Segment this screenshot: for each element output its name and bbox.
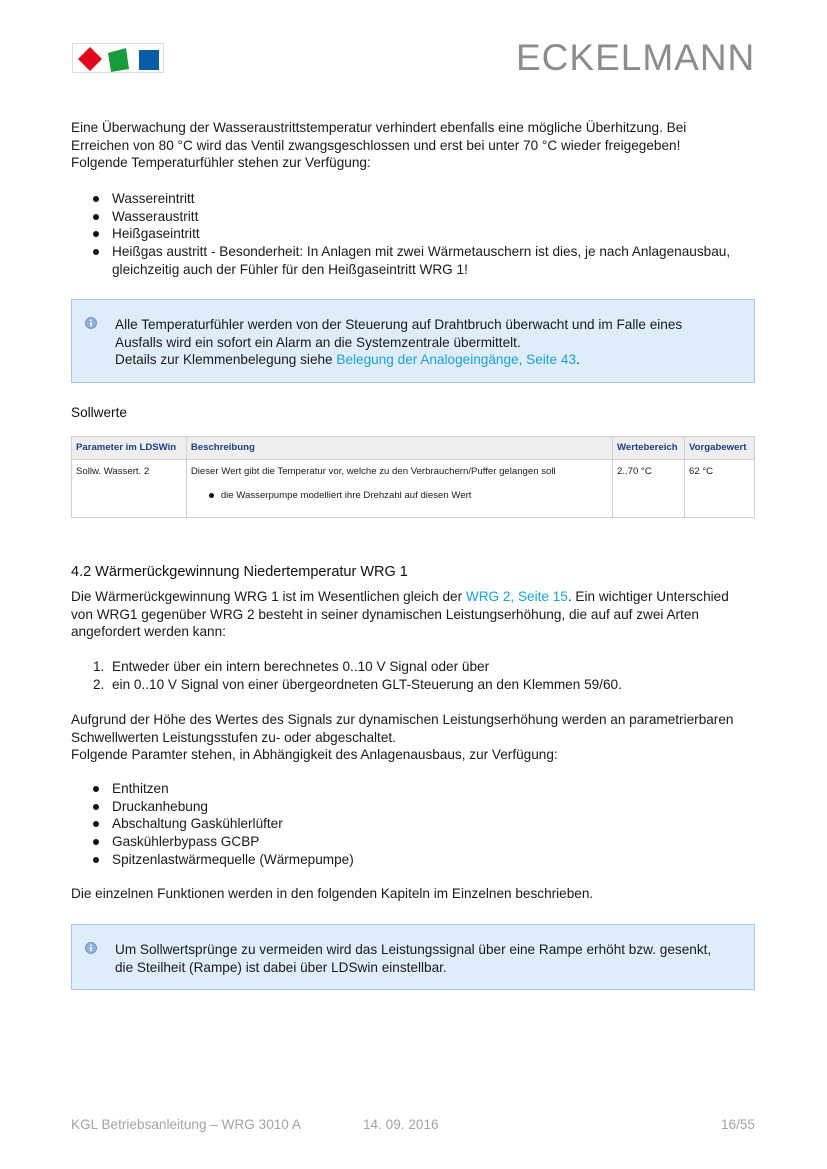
list-item: Druckanhebung bbox=[71, 798, 761, 816]
table-header-row bbox=[72, 437, 755, 460]
table-cell-range: 2..70 °C bbox=[613, 460, 685, 518]
list-item-text: Entweder über ein intern berechnetes 0..10 V Signal oder über bbox=[112, 659, 490, 674]
list-item: Wassereintritt bbox=[71, 190, 761, 208]
section-paragraph-2 bbox=[71, 711, 771, 764]
intro-line: Erreichen von 80 °C wird das Ventil zwangsgeschlossen und erst bei unter 70 °C wieder freigegeben! bbox=[71, 137, 681, 153]
note-line: Ausfalls wird ein sofort ein Alarm an die Systemzentrale übermittelt. bbox=[115, 334, 521, 350]
intro-paragraph bbox=[71, 119, 761, 172]
logo-blue-square bbox=[139, 50, 159, 70]
info-note bbox=[71, 924, 755, 990]
note-text: . bbox=[576, 352, 580, 368]
paragraph-line bbox=[71, 588, 761, 606]
info-note-text bbox=[115, 941, 740, 976]
list-item: Wasseraustritt bbox=[71, 208, 761, 226]
info-note bbox=[71, 299, 755, 383]
paragraph-line: Folgende Paramter stehen, in Abhängigkeit des Anlagenausbaus, zur Verfügung: bbox=[71, 747, 558, 763]
list-item-text-continued: gleichzeitig auch der Fühler für den Heißgaseintritt WRG 1! bbox=[112, 261, 468, 277]
info-icon bbox=[85, 317, 97, 329]
section-paragraph bbox=[71, 588, 761, 641]
description-bullet: die Wasserpumpe modelliert ihre Drehzahl auf diesen Wert bbox=[191, 490, 608, 502]
list-item bbox=[71, 658, 761, 676]
intro-line: Eine Überwachung der Wasseraustrittstemperatur verhindert ebenfalls eine mögliche Überhitzung. Bei bbox=[71, 120, 687, 135]
info-note-text bbox=[115, 316, 740, 369]
list-item bbox=[71, 243, 761, 278]
intro-line: Folgende Temperaturfühler stehen zur Verfügung: bbox=[71, 155, 371, 171]
eckelmann-logo-squares bbox=[72, 43, 164, 73]
note-line: die Steilheit (Rampe) ist dabei über LDSwin einstellbar. bbox=[115, 959, 447, 975]
numbered-list bbox=[71, 658, 761, 693]
note-text: Details zur Klemmenbelegung siehe bbox=[115, 352, 337, 368]
list-item: Heißgaseintritt bbox=[71, 225, 761, 243]
footer-page-number: 16/55 bbox=[720, 1117, 755, 1132]
paragraph-line: Schwellwerten Leistungsstufen zu- oder abgeschaltet. bbox=[71, 729, 396, 745]
info-icon bbox=[85, 942, 97, 954]
table-cell-description bbox=[186, 460, 612, 518]
note-line bbox=[115, 351, 740, 369]
list-item: Abschaltung Gaskühlerlüfter bbox=[71, 815, 761, 833]
paragraph-text: Die Wärmerückgewinnung WRG 1 ist im Wesentlichen gleich der bbox=[71, 589, 466, 604]
note-line: Alle Temperaturfühler werden von der Steuerung auf Drahtbruch überwacht und im Falle eines bbox=[115, 317, 683, 332]
sollwerte-table bbox=[71, 436, 755, 518]
list-item-text: Heißgas austritt - Besonderheit: In Anlagen mit zwei Wärmetauschern ist dies, je nach Anlagenausbau, bbox=[112, 244, 731, 260]
description-text: Dieser Wert gibt die Temperatur vor, welche zu den Verbrauchern/Puffer gelangen soll bbox=[190, 466, 556, 477]
list-item: Enthitzen bbox=[71, 780, 761, 798]
column-header: Beschreibung bbox=[186, 437, 612, 460]
list-item bbox=[71, 676, 761, 694]
section-paragraph-3: Die einzelnen Funktionen werden in den folgenden Kapiteln im Einzelnen beschrieben. bbox=[71, 886, 594, 901]
sollwerte-heading: Sollwerte bbox=[71, 405, 127, 420]
list-number: 1. bbox=[93, 659, 105, 674]
paragraph-line: angefordert werden kann: bbox=[71, 624, 226, 640]
parameter-list bbox=[71, 780, 761, 868]
note-line: Um Sollwertsprünge zu vermeiden wird das Leistungssignal über eine Rampe erhöht bzw. gesenkt, bbox=[115, 942, 712, 957]
analog-inputs-link[interactable]: Belegung der Analogeingänge, Seite 43 bbox=[336, 352, 577, 368]
list-item: Gaskühlerbypass GCBP bbox=[71, 833, 761, 851]
table-cell-param: Sollw. Wassert. 2 bbox=[72, 460, 187, 518]
footer-date: 14. 09. 2016 bbox=[363, 1117, 439, 1132]
column-header: Wertebereich bbox=[613, 437, 685, 460]
column-header: Parameter im LDSWin bbox=[72, 437, 187, 460]
paragraph-line: von WRG1 gegenüber WRG 2 besteht in seiner dynamischen Leistungserhöhung, die auf auf zwei Arten bbox=[71, 606, 699, 622]
sensor-list bbox=[71, 190, 761, 278]
table-row bbox=[72, 460, 755, 518]
column-header: Vorgabewert bbox=[684, 437, 754, 460]
brand-wordmark: ECKELMANN bbox=[516, 37, 756, 78]
paragraph-text: . Ein wichtiger Unterschied bbox=[567, 589, 729, 604]
wrg2-link[interactable]: WRG 2, Seite 15 bbox=[465, 589, 568, 604]
list-item-text: ein 0..10 V Signal von einer übergeordneten GLT-Steuerung an den Klemmen 59/60. bbox=[112, 676, 622, 692]
list-number: 2. bbox=[93, 676, 105, 692]
section-heading: 4.2 Wärmerückgewinnung Niedertemperatur WRG 1 bbox=[71, 564, 408, 580]
footer-document-title: KGL Betriebsanleitung – WRG 3010 A bbox=[71, 1117, 301, 1132]
table-cell-default: 62 °C bbox=[684, 460, 754, 518]
list-item: Spitzenlastwärmequelle (Wärmepumpe) bbox=[71, 851, 761, 869]
paragraph-line: Aufgrund der Höhe des Wertes des Signals zur dynamischen Leistungserhöhung werden an parametrierbaren bbox=[71, 712, 734, 727]
